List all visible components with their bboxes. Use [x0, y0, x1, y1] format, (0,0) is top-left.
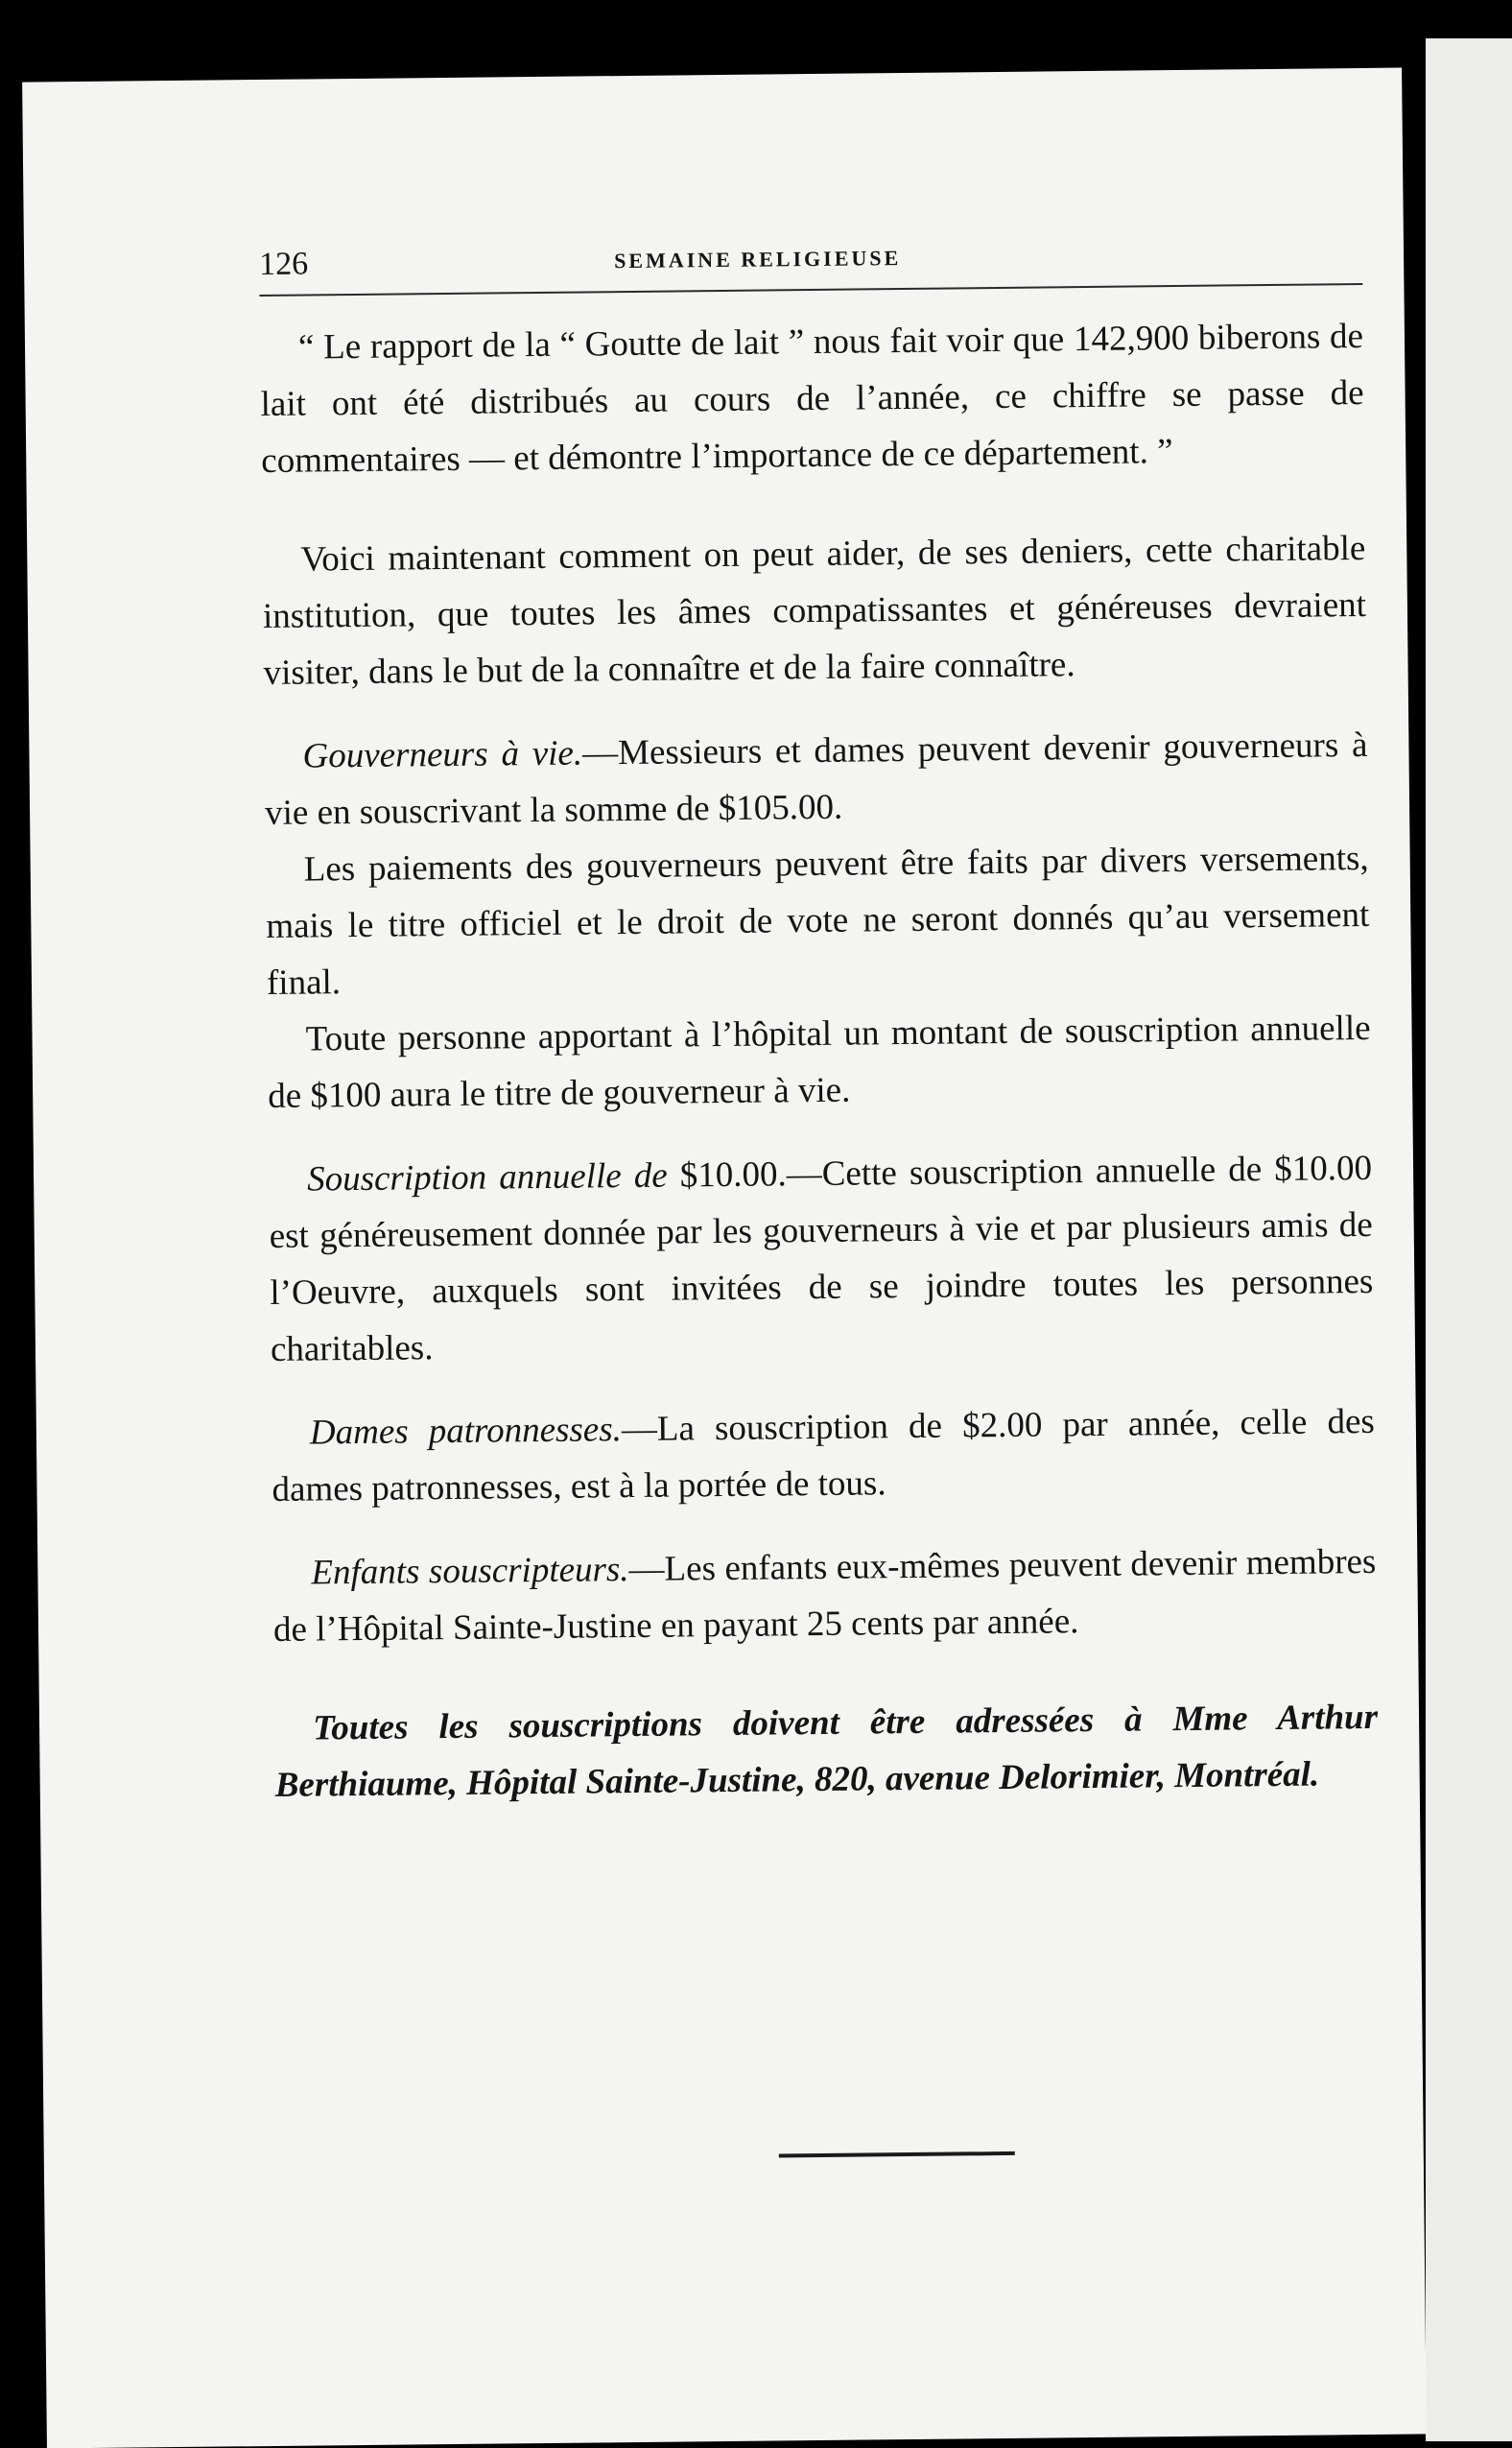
life-governors-lead: Gouverneurs à vie. — [302, 733, 583, 776]
page-number: 126 — [258, 246, 309, 283]
paragraph-patronesses — [272, 1393, 1376, 1518]
life-governors-text: —Messieurs et dames peuvent devenir gouverneurs à vie en souscrivant la somme de $105.00. — [264, 725, 1368, 833]
paragraph-annual-subscription — [269, 1140, 1374, 1378]
paragraph-life-governors — [264, 717, 1368, 842]
running-head-title: SEMAINE RELIGIEUSE — [613, 246, 902, 273]
paragraph-child-subscribers — [272, 1533, 1377, 1658]
annual-subscription-text: $10.00.—Cette souscription annuelle de $10.00 est généreusement donnée par les gouverneurs à vie et par plusieurs amis de l’Oeuvre, auxquels sont invitées de se joindre toutes les personnes charitables. — [269, 1148, 1374, 1369]
paragraph-annual-subscriber: Toute personne apportant à l’hôpital un montant de souscription annuelle de $100 aura le titre de gouverneur à vie. — [267, 1008, 1371, 1116]
child-subscribers-text: —Les enfants eux-mêmes peuvent devenir membres de l’Hôpital Sainte-Justine en payant 25 cents par année. — [272, 1541, 1377, 1650]
paragraph-report-quote: “ Le rapport de la “ Goutte de lait ” nous fait voir que 142,900 biberons de lait ont été distribués au cours de l’année, ce chiffre se passe de commentaires — et démontre l’importance de ce département. ” — [260, 316, 1364, 482]
patronesses-text: —La souscription de $2.00 par année, celle des dames patronnesses, est à la portée de tous. — [272, 1401, 1376, 1509]
running-head — [259, 235, 1362, 297]
paragraph-address: Toutes les souscriptions doivent être adressées à Mme Arthur Berthiaume, Hôpital Sainte-Justine, 820, avenue Delorimier, Montréal. — [274, 1697, 1379, 1805]
paragraph-how-to-help: Voici maintenant comment on peut aider, de ses deniers, cette charitable institution, que toutes les âmes compatissantes et généreuses devraient visiter, dans le but de la connaître et de la faire connaître. — [262, 528, 1367, 693]
paragraph-governor-payments: Les paiements des gouverneurs peuvent être faits par divers versements, mais le titre officiel et le droit de vote ne seront donnés qu’au versement final. — [266, 838, 1370, 1003]
annual-subscription-lead: Souscription annuelle de — [306, 1155, 668, 1200]
closing-rule — [779, 2151, 1015, 2158]
facing-page-edge — [1426, 38, 1512, 2441]
child-subscribers-lead: Enfants souscripteurs. — [311, 1550, 629, 1593]
page-body — [260, 308, 1379, 1814]
patronesses-lead: Dames patronnesses. — [309, 1410, 623, 1453]
book-page — [22, 68, 1427, 2448]
